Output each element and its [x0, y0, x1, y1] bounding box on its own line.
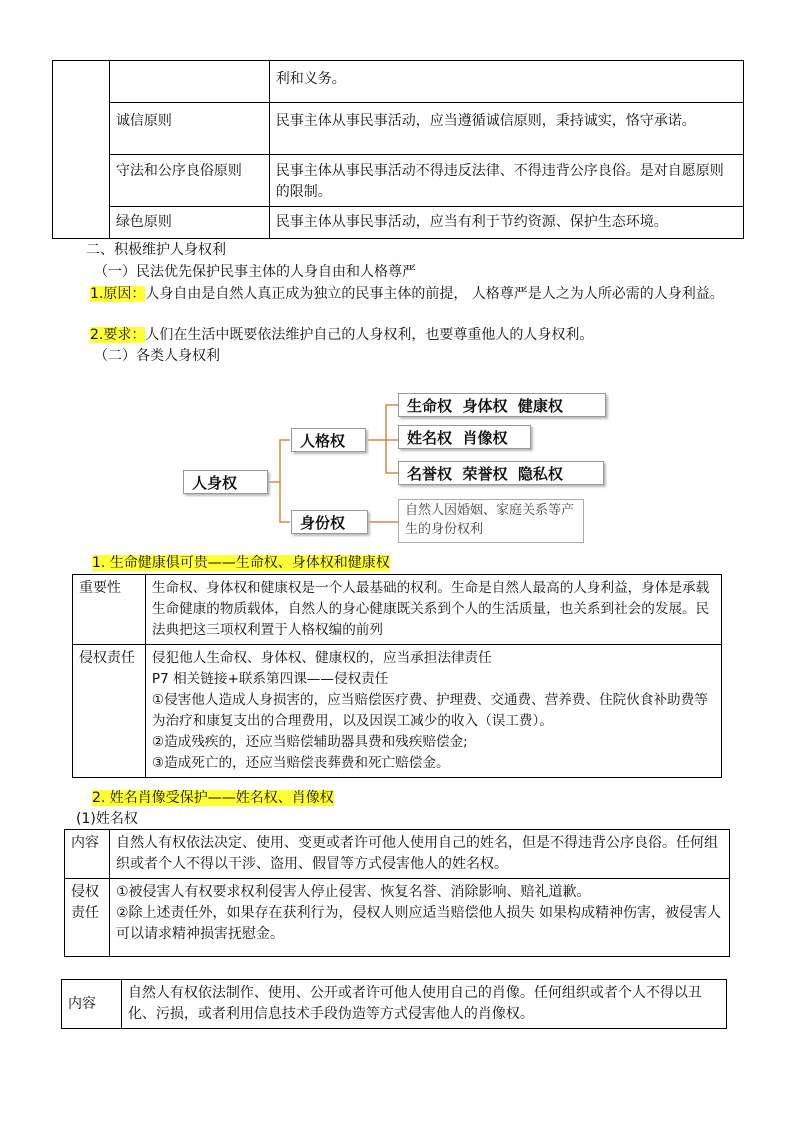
liability-line: ②除上述责任外，如果存在获利行为，侵权人则应适当赔偿他人损失 如果构成精神伤害，被侵害人可以请求精神损害抚慰金。 — [115, 905, 721, 942]
subsection-heading: （二）各类人身权利 — [94, 348, 220, 364]
row-label: 重要性 — [73, 575, 146, 645]
reason-label: 1.原因： — [90, 286, 146, 302]
name-right-table — [64, 829, 730, 957]
requirement-text: 人们在生活中既要依法维护自己的人身权利，也要尊重他人的人身权利。 — [145, 327, 594, 343]
requirement-label: 2.要求： — [90, 327, 146, 343]
diagram-root-node: 人身权 — [183, 470, 268, 494]
name-right-subheading: (1)姓名权 — [76, 811, 138, 827]
principle-content: 利和义务。 — [269, 61, 743, 103]
reason-text: 人身自由是自然人真正成为独立的民事主体的前提， 人格尊严是人之为人所必需的人身利益。 — [145, 286, 724, 302]
subsection-heading: （一）民法优先保护民事主体的人身自由和人格尊严 — [94, 264, 416, 280]
life-rights-table — [72, 574, 722, 778]
name-section-title: 2. 姓名肖像受保护——姓名权、肖像权 — [92, 790, 334, 806]
liability-line: P7 相关链接+联系第四课——侵权责任 — [151, 671, 389, 687]
liability-cell — [145, 645, 721, 778]
principle-name: 诚信原则 — [109, 103, 269, 155]
rights-diagram-connectors — [0, 380, 794, 550]
principles-table — [52, 60, 744, 239]
diagram-leaf-name: 姓名权 肖像权 — [398, 425, 531, 449]
diagram-leaf-identity: 自然人因婚姻、家庭关系等产生的身份权利 — [398, 499, 584, 543]
name-content-text: 自然人有权依法决定、使用、变更或者许可他人使用自己的姓名，但是不得违背公序良俗。任何组织或者个人不得以干涉、盗用、假冒等方式侵害他人的姓名权。 — [109, 830, 729, 879]
name-liability-cell — [109, 879, 729, 957]
liability-line: 侵犯他人生命权、身体权、健康权的，应当承担法律责任 — [151, 650, 492, 666]
diagram-identity-node: 身份权 — [291, 510, 368, 534]
section-heading: 二、积极维护人身权利 — [86, 242, 226, 258]
principle-name: 守法和公序良俗原则 — [109, 155, 269, 207]
liability-line: ①被侵害人有权要求权利侵害人停止侵害、恢复名誉、消除影响、赔礼道歉。 — [115, 884, 591, 900]
principle-name: 绿色原则 — [109, 207, 269, 239]
connector-line — [366, 405, 398, 440]
liability-line: ①侵害他人造成人身损害的，应当赔偿医疗费、护理费、交通费、营养费、住院伙食补助费等为治疗和康复支出的合理费用，以及因误工减少的收入（误工费）。 — [151, 692, 708, 729]
portrait-right-table — [61, 979, 727, 1029]
life-section-title: 1. 生命健康俱可贵——生命权、身体权和健康权 — [92, 555, 390, 571]
diagram-personality-node: 人格权 — [291, 428, 366, 452]
reason-paragraph — [60, 284, 730, 305]
connector-line — [280, 482, 290, 522]
diagram-leaf-reputation: 名誉权 荣誉权 隐私权 — [398, 461, 604, 485]
row-label: 内容 — [62, 980, 122, 1029]
principle-content: 民事主体从事民事活动，应当有利于节约资源、保护生态环境。 — [269, 207, 743, 239]
importance-text: 生命权、身体权和健康权是一个人最基础的权利。生命是自然人最高的人身利益，身体是承载生命健康的物质载体，自然人的身心健康既关系到个人的生活质量，也关系到社会的发展。民法典把这三项权利置于人格权编的前列 — [145, 575, 721, 645]
diagram-leaf-life: 生命权 身体权 健康权 — [398, 393, 606, 417]
row-label: 侵权责任 — [73, 645, 146, 778]
principle-content: 民事主体从事民事活动不得违反法律、不得违背公序良俗。是对自愿原则的限制。 — [269, 155, 743, 207]
principle-content: 民事主体从事民事活动，应当遵循诚信原则，秉持诚实，恪守承诺。 — [269, 103, 743, 155]
liability-line: ③造成死亡的，还应当赔偿丧葬费和死亡赔偿金。 — [151, 755, 450, 771]
liability-line: ②造成残疾的，还应当赔偿辅助器具费和残疾赔偿金; — [151, 734, 468, 750]
principle-name — [109, 61, 269, 103]
table-cell-blank — [53, 61, 110, 239]
requirement-paragraph — [60, 325, 730, 346]
row-label: 侵权责任 — [65, 879, 110, 957]
connector-line — [268, 440, 290, 482]
portrait-content-text: 自然人有权依法制作、使用、公开或者许可他人使用自己的肖像。任何组织或者个人不得以丑化、污损，或者利用信息技术手段伪造等方式侵害他人的肖像权。 — [121, 980, 726, 1029]
row-label: 内容 — [65, 830, 110, 879]
connector-line — [386, 440, 398, 473]
